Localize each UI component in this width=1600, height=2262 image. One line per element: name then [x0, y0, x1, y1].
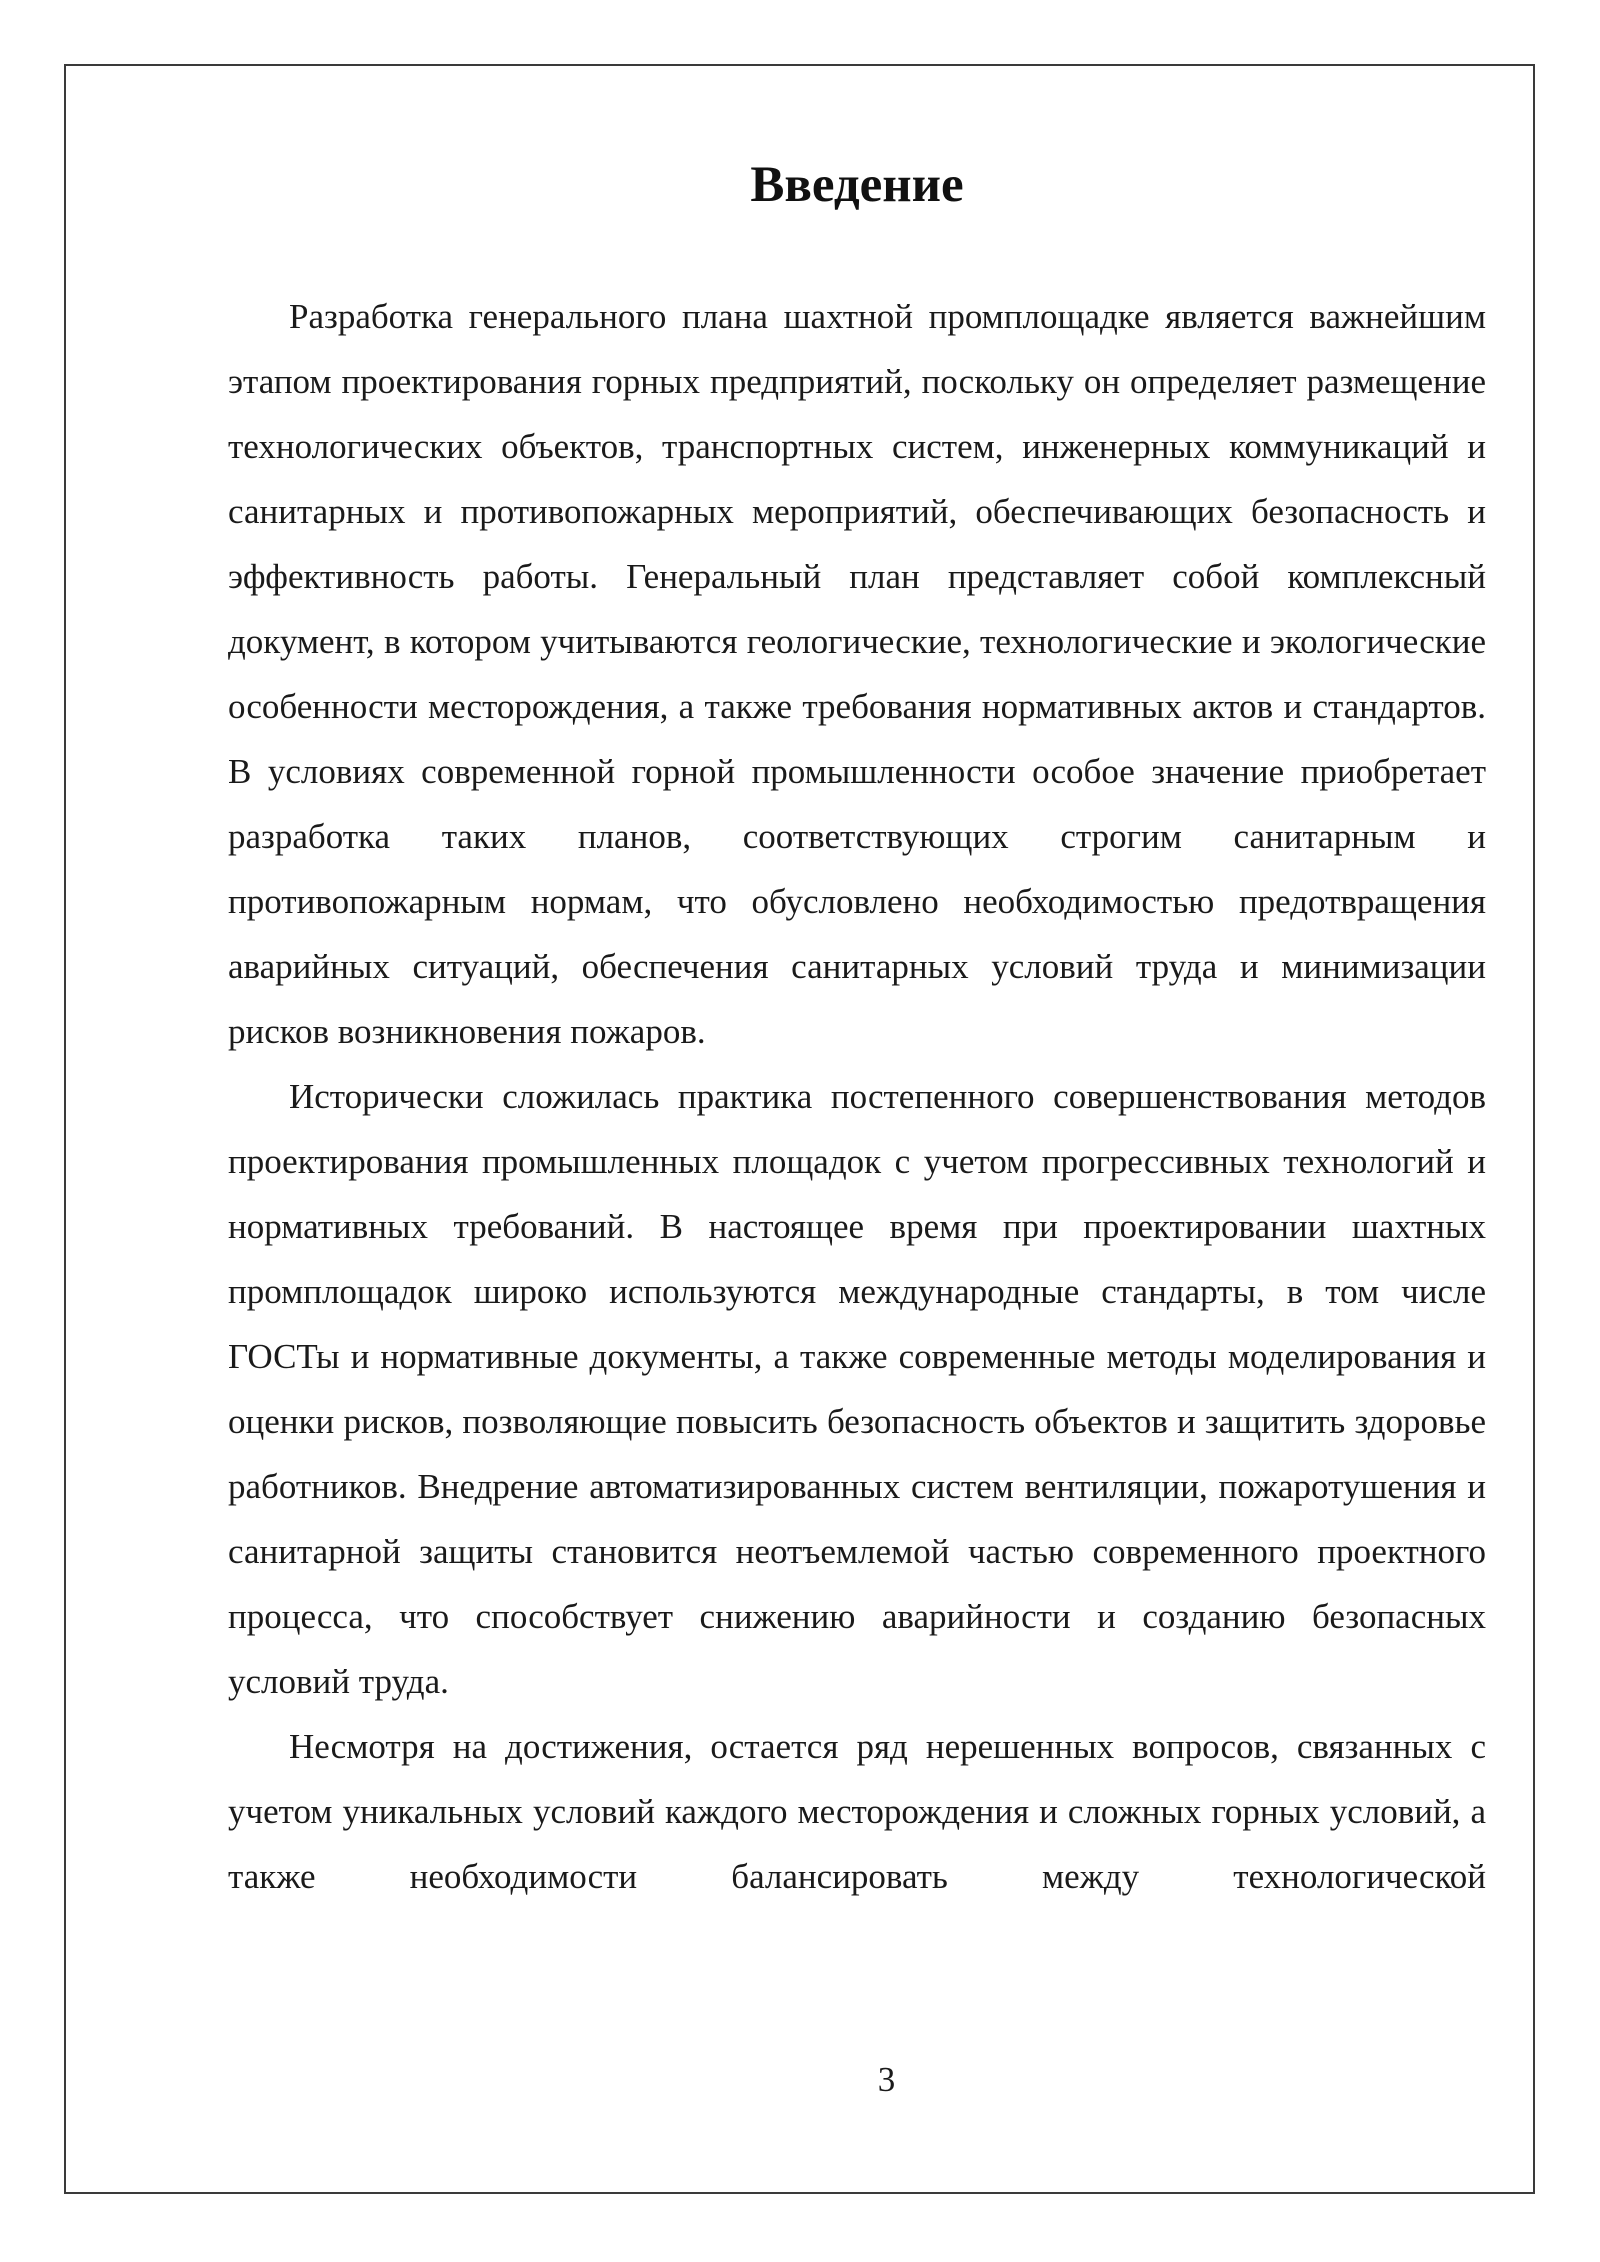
paragraph-1: Разработка генерального плана шахтной промплощадке является важнейшим этапом проектирования горных предприятий, поскольку он определяет размещение технологических объектов, транспортных систем, инженерных коммуникаций и санитарных и противопожарных мероприятий, обеспечивающих безопасность и эффективность работы. Генеральный план представляет собой комплексный документ, в котором учитываются геологические, технологические и экологические особенности месторождения, а также требования нормативных актов и стандартов. В условиях современной горной промышленности особое значение приобретает разработка таких планов, соответствующих строгим санитарным и противопожарным нормам, что обусловлено необходимостью предотвращения аварийных ситуаций, обеспечения санитарных условий труда и минимизации рисков возникновения пожаров.: [228, 297, 1486, 1051]
page-title: Введение: [750, 157, 964, 213]
paragraph-2: Исторически сложилась практика постепенного совершенствования методов проектирования промышленных площадок с учетом прогрессивных технологий и нормативных требований. В настоящее время при проектировании шахтных промплощадок широко используются международные стандарты, в том числе ГОСТы и нормативные документы, а также современные методы моделирования и оценки рисков, позволяющие повысить безопасность объектов и защитить здоровье работников. Внедрение автоматизированных систем вентиляции, пожаротушения и санитарной защиты становится неотъемлемой частью современного проектного процесса, что способствует снижению аварийности и созданию безопасных условий труда.: [228, 1077, 1486, 1701]
page-number: 3: [877, 2060, 896, 2099]
paragraph-3: Несмотря на достижения, остается ряд нерешенных вопросов, связанных с учетом уникальных условий каждого месторождения и сложных горных условий, а также необходимости балансировать между технологической: [228, 1727, 1486, 1896]
document-body: [228, 284, 1486, 1909]
